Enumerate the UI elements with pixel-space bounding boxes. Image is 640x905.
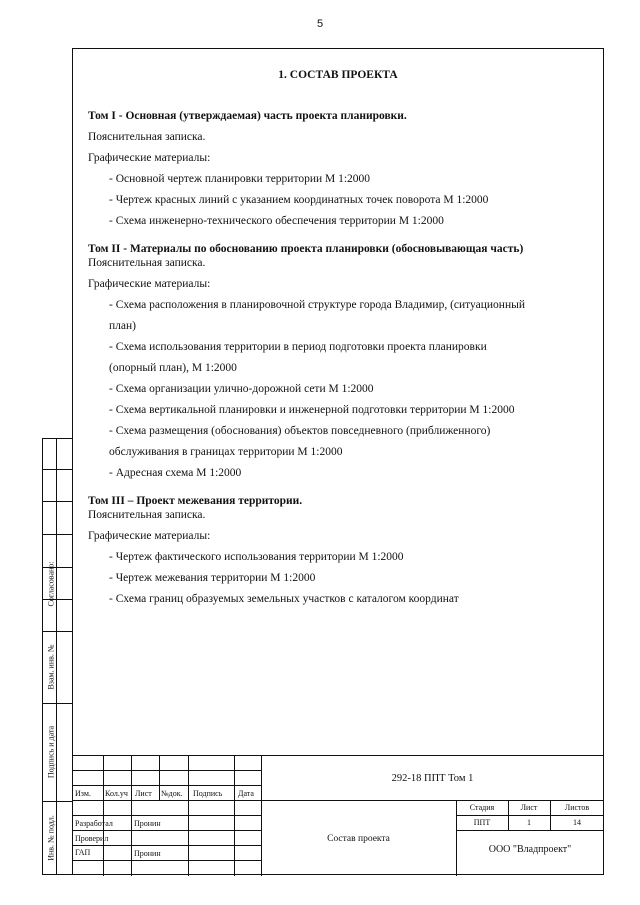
list-item: - Чертеж фактического использования территории М 1:2000 <box>109 551 404 563</box>
volume1-note: Пояснительная записка. <box>88 131 206 143</box>
list-item: - Схема использования территории в период подготовки проекта планировки <box>109 341 487 353</box>
gap-name: Пронин <box>134 849 161 858</box>
role-checker: Проверил <box>75 834 109 843</box>
list-item: - Основной чертеж планировки территории М 1:2000 <box>109 173 371 185</box>
agreed-label: Согласовано: <box>46 561 55 607</box>
stage-label: Стадия <box>469 803 495 812</box>
col-signature: Подпись <box>193 789 223 798</box>
document-code: 292-18 ППТ Том 1 <box>391 773 474 784</box>
list-item-continuation: (опорный план), М 1:2000 <box>109 362 237 374</box>
sheets-label: Листов <box>564 803 590 812</box>
sheet-value: 1 <box>527 818 531 827</box>
volume2-heading: Том II - Материалы по обоснованию проекта планировки (обосновывающая часть) <box>88 243 524 255</box>
sheet-label: Лист <box>520 803 538 812</box>
list-item: - Схема расположения в планировочной структуре города Владимир, (ситуационный <box>109 299 525 311</box>
list-item: - Схема организации улично-дорожной сети М 1:2000 <box>109 383 374 395</box>
col-ndok: №док. <box>161 789 183 798</box>
list-item: - Схема границ образуемых земельных участков с каталогом координат <box>109 593 459 605</box>
page-title: 1. СОСТАВ ПРОЕКТА <box>278 69 398 81</box>
volume1-graphics-label: Графические материалы: <box>88 152 211 164</box>
company-name: ООО "Владпроект" <box>488 844 572 855</box>
col-date: Дата <box>238 789 254 798</box>
document-body <box>88 62 588 610</box>
volume3-note: Пояснительная записка. <box>88 509 206 521</box>
volume3-graphics-label: Графические материалы: <box>88 530 211 542</box>
col-izm: Изм. <box>75 789 91 798</box>
list-item: - Схема инженерно-технического обеспечения территории М 1:2000 <box>109 215 444 227</box>
sheets-value: 14 <box>573 818 581 827</box>
volume2-graphics-label: Графические материалы: <box>88 278 211 290</box>
col-kolvo: Кол.уч <box>105 789 128 798</box>
stage-value: ППТ <box>473 818 491 827</box>
list-item-continuation: обслуживания в границах территории М 1:2000 <box>109 446 343 458</box>
title-block <box>72 755 604 875</box>
col-list: Лист <box>135 789 152 798</box>
volume1-heading: Том I - Основная (утверждаемая) часть проекта планировки. <box>88 110 407 122</box>
list-item: - Схема вертикальной планировки и инженерной подготовки территории М 1:2000 <box>109 404 515 416</box>
volume2-note: Пояснительная записка. <box>88 257 206 269</box>
page-number: 5 <box>316 18 324 30</box>
list-item-continuation: план) <box>109 320 136 332</box>
volume3-heading: Том III – Проект межевания территории. <box>88 495 303 507</box>
list-item: - Чертеж красных линий с указанием координатных точек поворота М 1:2000 <box>109 194 489 206</box>
side-approval-strip <box>42 438 73 875</box>
document-name: Состав проекта <box>327 834 390 844</box>
role-gap: ГАП <box>75 848 91 857</box>
inv-replace-label: Взам. инв. № <box>46 644 55 690</box>
list-item: - Чертеж межевания территории М 1:2000 <box>109 572 316 584</box>
list-item: - Адресная схема М 1:2000 <box>109 467 242 479</box>
list-item: - Схема размещения (обоснования) объектов повседневного (приближенного) <box>109 425 491 437</box>
developer-name: Пронин <box>134 819 161 828</box>
sign-date-label: Подпись и дата <box>46 725 55 779</box>
inv-orig-label: Инв. № подл. <box>46 815 55 861</box>
role-developer: Разработал <box>75 819 113 828</box>
